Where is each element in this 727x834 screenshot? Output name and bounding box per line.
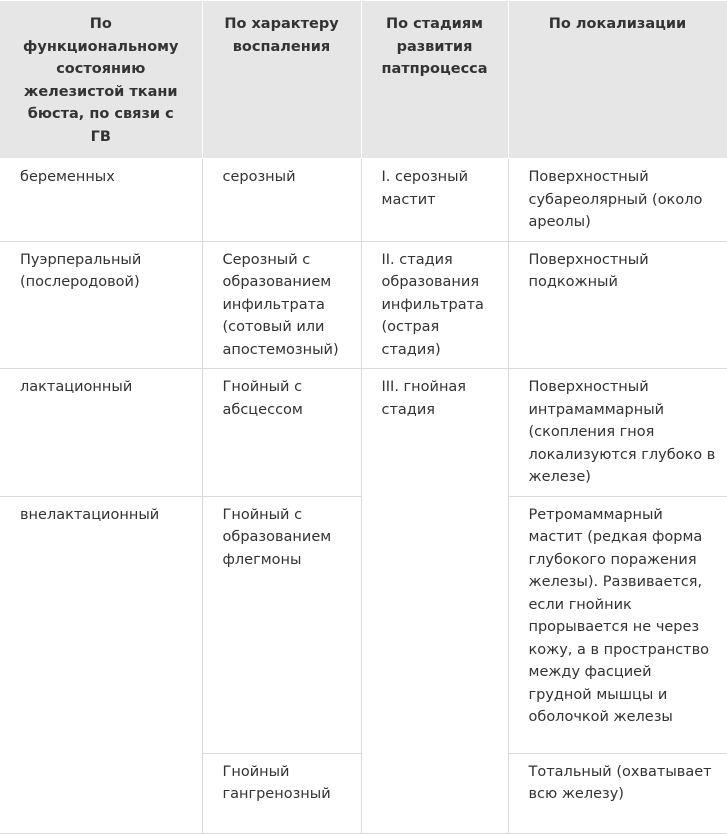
cell-inflammation: Гнойный с абсцессом — [202, 369, 361, 497]
header-functional-state: По функциональному состоянию железистой ткани бюста, по связи с ГВ — [0, 1, 202, 159]
cell-functional: Пуэрперальный (послеродовой) — [0, 241, 202, 369]
cell-inflammation: Гнойный с образованием флегмоны — [202, 496, 361, 753]
cell-localization: Поверхностный интрамаммарный (скопления гноя локализуются глубоко в железе) — [508, 369, 727, 497]
cell-functional: лактационный — [0, 369, 202, 497]
table-row — [0, 159, 727, 242]
cell-localization: Поверхностный подкожный — [508, 241, 727, 369]
cell-localization: Тотальный (охватывает всю железу) — [508, 753, 727, 833]
header-inflammation-type: По характеру воспаления — [202, 1, 361, 159]
cell-localization: Ретромаммарный мастит (редкая форма глубокого поражения железы). Развивается, если гнойник прорывается не через кожу, а в пространство между фасцией грудной мышцы и оболочкой железы — [508, 496, 727, 753]
header-development-stage: По стадиям развития патпроцесса — [361, 1, 508, 159]
cell-inflammation: Гнойный гангренозный — [202, 753, 361, 833]
cell-stage: III. гнойная стадия — [361, 369, 508, 834]
cell-inflammation: Серозный с образованием инфильтрата (сотовый или апостемозный) — [202, 241, 361, 369]
cell-localization: Поверхностный субареолярный (около ареолы) — [508, 159, 727, 242]
header-localization: По локализации — [508, 1, 727, 159]
table-header-row — [0, 1, 727, 159]
cell-stage: I. серозный мастит — [361, 159, 508, 242]
table-row — [0, 369, 727, 497]
cell-functional: внелактационный — [0, 496, 202, 833]
cell-functional: беременных — [0, 159, 202, 242]
cell-inflammation: серозный — [202, 159, 361, 242]
cell-stage: II. стадия образования инфильтрата (острая стадия) — [361, 241, 508, 369]
table-row — [0, 241, 727, 369]
